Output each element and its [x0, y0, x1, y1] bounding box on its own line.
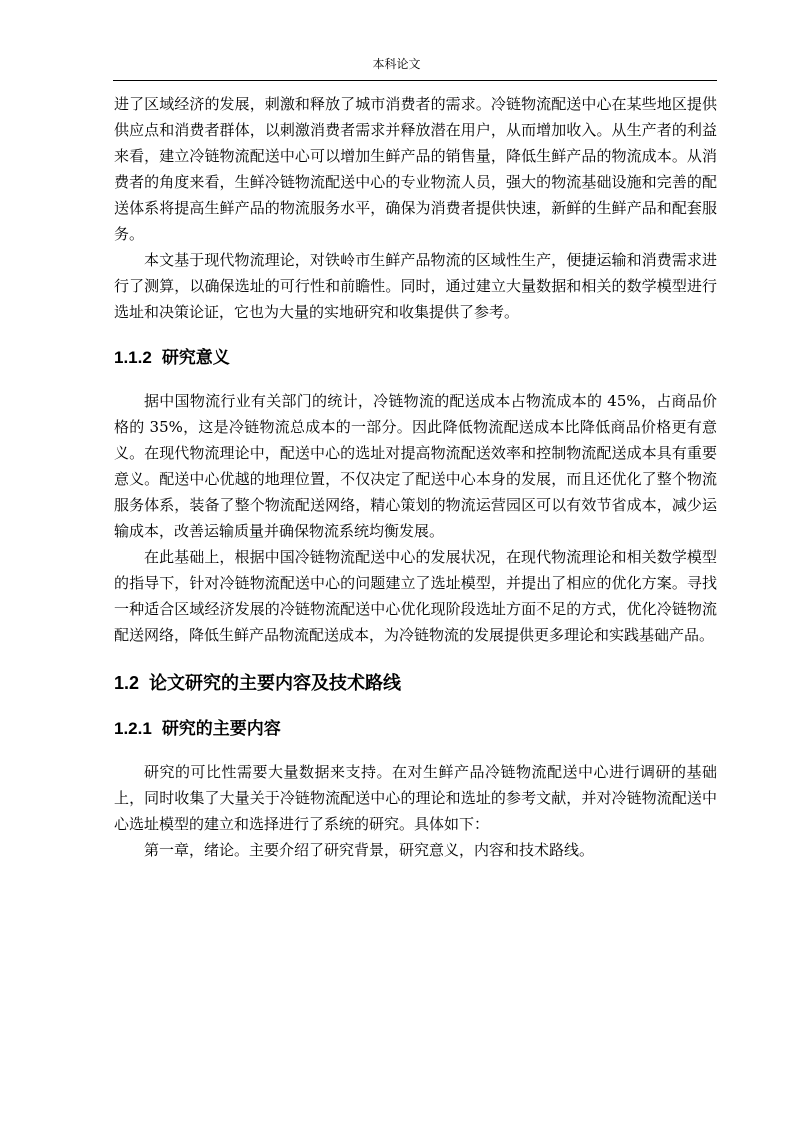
paragraph: 在此基础上，根据中国冷链物流配送中心的发展状况，在现代物流理论和相关数学模型的指导下，针对冷链物流配送中心的问题建立了选址模型，并提出了相应的优化方案。寻找一种适合区域经济发展的冷链物流配送中心优化现阶段选址方面不足的方式，优化冷链物流配送网络，降低生鲜产品物流配送成本，为冷链物流的发展提供更多理论和实践基础产品。	[114, 548, 717, 644]
paragraph: 研究的可比性需要大量数据来支持。在对生鲜产品冷链物流配送中心进行调研的基础上，同时收集了大量关于冷链物流配送中心的理论和选址的参考文献，并对冷链物流配送中心选址模型的建立和选择进行了系统的研究。具体如下：	[114, 763, 717, 833]
paragraph: 第一章，绪论。主要介绍了研究背景，研究意义，内容和技术路线。	[144, 841, 595, 859]
section-heading-1-2	[114, 670, 717, 696]
section-heading-1-1-2	[114, 346, 717, 370]
paragraph: 本文基于现代物流理论，对铁岭市生鲜产品物流的区域性生产，便捷运输和消费需求进行了测算，以确保选址的可行性和前瞻性。同时，通过建立大量数据和相关的数学模型进行选址和决策论证，它也为大量的实地研究和收集提供了参考。	[114, 251, 717, 321]
section-title: 研究的主要内容	[161, 719, 281, 738]
section-number: 1.2.1	[114, 719, 152, 738]
page-header	[0, 55, 793, 72]
section-heading-1-2-1	[114, 717, 717, 741]
section-title: 论文研究的主要内容及技术路线	[149, 673, 402, 693]
header-title: 本科论文	[372, 57, 421, 71]
paragraph: 据中国物流行业有关部门的统计，冷链物流的配送成本占物流成本的 45%，占商品价格的 35%，这是冷链物流总成本的一部分。因此降低物流配送成本比降低商品价格更有意义。在现代物流理论中，配送中心的选址对提高物流配送效率和控制物流配送成本具有重要意义。配送中心优越的地理位置，不仅决定了配送中心本身的发展，而且还优化了整个物流服务体系，装备了整个物流配送网络，精心策划的物流运营园区可以有效节省成本，减少运输成本，改善运输质量并确保物流系统均衡发展。	[114, 392, 717, 540]
header-rule	[113, 80, 717, 81]
section-title: 研究意义	[161, 348, 230, 367]
document-body	[114, 91, 717, 863]
paragraph: 进了区域经济的发展，刺激和释放了城市消费者的需求。冷链物流配送中心在某些地区提供供应点和消费者群体，以刺激消费者需求并释放潜在用户，从而增加收入。从生产者的利益来看，建立冷链物流配送中心可以增加生鲜产品的销售量，降低生鲜产品的物流成本。从消费者的角度来看，生鲜冷链物流配送中心的专业物流人员，强大的物流基础设施和完善的配送体系将提高生鲜产品的物流服务水平，确保为消费者提供快速，新鲜的生鲜产品和配套服务。	[114, 95, 717, 243]
section-number: 1.1.2	[114, 348, 152, 367]
section-number: 1.2	[114, 673, 140, 693]
